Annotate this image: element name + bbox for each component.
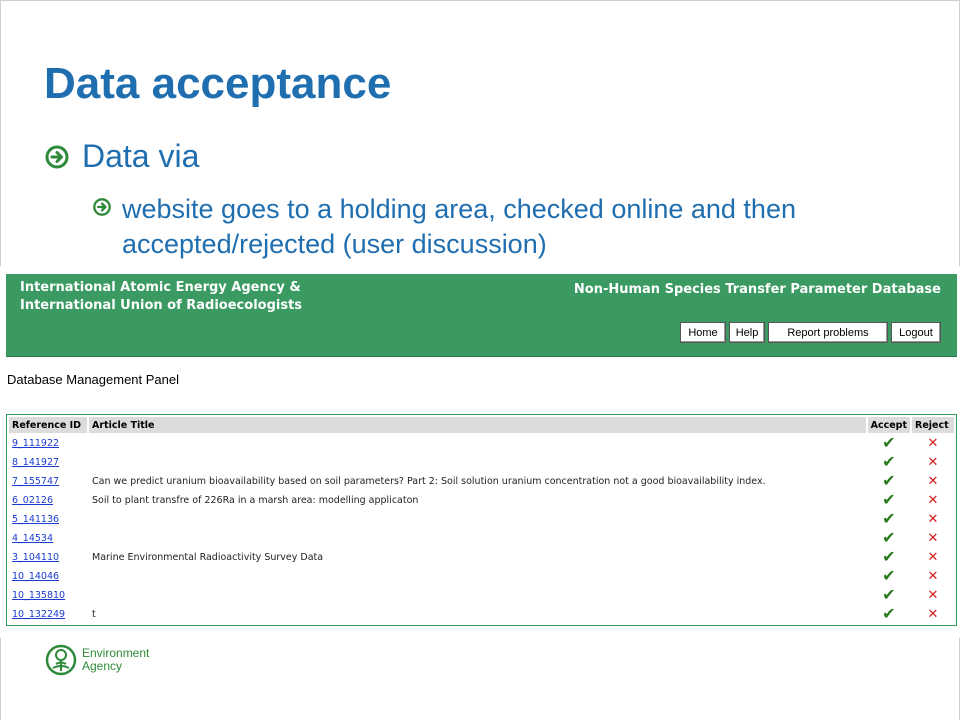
reference-id-cell — [9, 549, 87, 566]
table-header-row — [9, 417, 954, 433]
accept-cell — [868, 587, 910, 604]
table-row — [9, 530, 954, 547]
check-icon[interactable]: ✔ — [882, 547, 896, 566]
reject-cell — [912, 606, 954, 623]
article-title-cell — [89, 435, 866, 452]
cross-icon[interactable]: ✕ — [927, 587, 939, 603]
references-table — [6, 414, 957, 626]
embedded-screenshot — [0, 266, 960, 638]
column-header-article-title: Article Title — [89, 417, 866, 433]
report-problems-button[interactable]: Report problems — [768, 322, 888, 343]
nav-buttons — [680, 322, 941, 343]
reference-id-cell — [9, 473, 87, 490]
check-icon[interactable]: ✔ — [882, 604, 896, 623]
cross-icon[interactable]: ✕ — [927, 606, 939, 622]
circle-arrow-right-icon — [92, 197, 112, 217]
article-title-cell: Soil to plant transfre of 226Ra in a marsh area: modelling applicaton — [92, 495, 419, 506]
cross-icon[interactable]: ✕ — [927, 473, 939, 489]
cross-icon[interactable]: ✕ — [927, 435, 939, 451]
reference-id-cell — [9, 587, 87, 604]
home-button[interactable]: Home — [680, 322, 726, 343]
table-body — [9, 435, 954, 623]
reference-id-link[interactable]: 8_141927 — [12, 457, 60, 468]
reject-cell — [912, 492, 954, 509]
logout-button[interactable]: Logout — [891, 322, 941, 343]
check-icon[interactable]: ✔ — [882, 509, 896, 528]
reference-id-cell — [9, 435, 87, 452]
article-title-cell — [89, 530, 866, 547]
table-row — [9, 435, 954, 452]
circle-arrow-right-icon — [44, 144, 70, 170]
table-row — [9, 587, 954, 604]
bullet-level-1 — [44, 138, 199, 175]
environment-agency-logo — [44, 643, 149, 677]
reference-id-cell — [9, 606, 87, 623]
logo-line-2: Agency — [82, 659, 123, 673]
cross-icon[interactable]: ✕ — [927, 530, 939, 546]
article-title-cell — [89, 587, 866, 604]
article-title-cell: t — [92, 609, 96, 620]
accept-cell — [868, 435, 910, 452]
accept-cell — [868, 530, 910, 547]
reject-cell — [912, 530, 954, 547]
table-row — [9, 511, 954, 528]
database-title: Non-Human Species Transfer Parameter Database — [573, 282, 941, 297]
check-icon[interactable]: ✔ — [882, 585, 896, 604]
reference-id-link[interactable]: 3_104110 — [12, 552, 60, 563]
bullet-level-1-text: Data via — [82, 138, 200, 174]
cross-icon[interactable]: ✕ — [927, 492, 939, 508]
reject-cell — [912, 511, 954, 528]
table-row — [9, 492, 954, 509]
accept-cell — [868, 549, 910, 566]
reference-id-link[interactable]: 4_14534 — [12, 533, 54, 544]
cross-icon[interactable]: ✕ — [927, 568, 939, 584]
reject-cell — [912, 568, 954, 585]
table-row — [9, 568, 954, 585]
reference-id-link[interactable]: 6_02126 — [12, 495, 54, 506]
reference-id-link[interactable]: 9_111922 — [12, 438, 60, 449]
column-header-reject: Reject — [912, 417, 954, 433]
table-row — [9, 454, 954, 471]
accept-cell — [868, 606, 910, 623]
bullet-level-2-text: website goes to a holding area, checked online and then accepted/rejected (user discussion) — [122, 194, 796, 259]
table-row — [9, 473, 954, 490]
accept-cell — [868, 568, 910, 585]
reject-cell — [912, 454, 954, 471]
article-title-cell: Can we predict uranium bioavailability based on soil parameters? Part 2: Soil solution uranium concentration not a good bioavailability index. — [92, 476, 766, 487]
check-icon[interactable]: ✔ — [882, 566, 896, 585]
reject-cell — [912, 549, 954, 566]
reject-cell — [912, 473, 954, 490]
cross-icon[interactable]: ✕ — [927, 549, 939, 565]
accept-cell — [868, 473, 910, 490]
check-icon[interactable]: ✔ — [882, 528, 896, 547]
article-title-cell — [89, 511, 866, 528]
table-row — [9, 549, 954, 566]
reject-cell — [912, 587, 954, 604]
app-header — [6, 274, 957, 357]
reference-id-cell — [9, 492, 87, 509]
cross-icon[interactable]: ✕ — [927, 454, 939, 470]
slide-title: Data acceptance — [44, 59, 392, 108]
reference-id-link[interactable]: 10_132249 — [12, 609, 66, 620]
reject-cell — [912, 435, 954, 452]
reference-id-link[interactable]: 7_155747 — [12, 476, 60, 487]
check-icon[interactable]: ✔ — [882, 433, 896, 452]
panel-title: Database Management Panel — [7, 372, 180, 387]
reference-id-cell — [9, 530, 87, 547]
reference-id-link[interactable]: 10_135810 — [12, 590, 66, 601]
accept-cell — [868, 511, 910, 528]
reference-id-cell — [9, 454, 87, 471]
reference-id-cell — [9, 511, 87, 528]
accept-cell — [868, 492, 910, 509]
org-name-line-1: International Atomic Energy Agency & — [20, 280, 301, 295]
check-icon[interactable]: ✔ — [882, 452, 896, 471]
org-name-line-2: International Union of Radioecologists — [20, 298, 303, 313]
check-icon[interactable]: ✔ — [882, 471, 896, 490]
reference-id-link[interactable]: 5_141136 — [12, 514, 60, 525]
column-header-reference-id: Reference ID — [9, 417, 87, 433]
bullet-level-2 — [92, 192, 852, 262]
check-icon[interactable]: ✔ — [882, 490, 896, 509]
slide-border-top — [0, 0, 960, 1]
article-title-cell — [89, 568, 866, 585]
article-title-cell — [89, 454, 866, 471]
cross-icon[interactable]: ✕ — [927, 511, 939, 527]
accept-cell — [868, 454, 910, 471]
help-button[interactable]: Help — [729, 322, 765, 343]
environment-agency-logo-icon — [44, 643, 78, 677]
column-header-accept: Accept — [868, 417, 910, 433]
reference-id-link[interactable]: 10_14046 — [12, 571, 60, 582]
table-row — [9, 606, 954, 623]
reference-id-cell — [9, 568, 87, 585]
logo-line-1: Environment — [82, 646, 150, 660]
article-title-cell: Marine Environmental Radioactivity Survey Data — [92, 552, 324, 563]
